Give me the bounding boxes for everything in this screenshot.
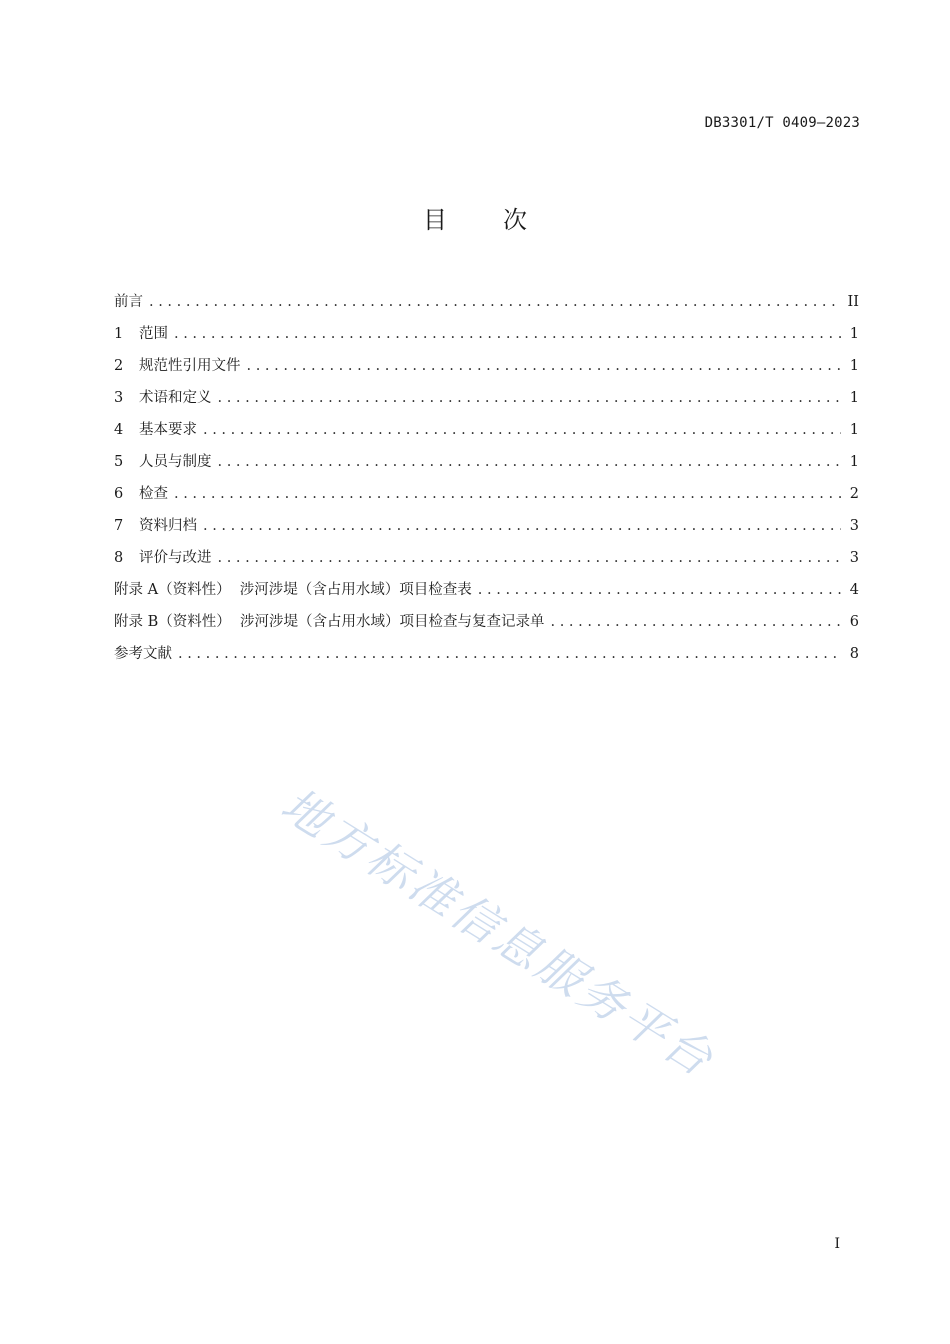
document-code: DB3301/T 0409—2023 <box>704 115 860 131</box>
dot-leader <box>174 318 841 350</box>
dot-leader <box>174 478 841 510</box>
toc-entry-inspection[interactable] <box>114 478 859 510</box>
toc-label: 附录 A（资料性） 涉河涉堤（含占用水域）项目检查表 <box>114 582 472 598</box>
toc-entry-terms-definitions[interactable] <box>114 382 859 414</box>
toc-page-number: 1 <box>849 390 859 406</box>
toc-entry-personnel-system[interactable] <box>114 446 859 478</box>
toc-entry-bibliography[interactable] <box>114 638 859 670</box>
toc-label: 范围 <box>139 326 168 342</box>
toc-page-number: 6 <box>849 614 859 630</box>
dot-leader <box>218 446 842 478</box>
toc-label: 术语和定义 <box>139 390 212 406</box>
toc-entry-evaluation-improvement[interactable] <box>114 542 859 574</box>
toc-page-number: 3 <box>849 518 859 534</box>
toc-label: 基本要求 <box>139 422 197 438</box>
toc-label: 评价与改进 <box>139 550 212 566</box>
toc-number: 7 <box>114 518 124 534</box>
dot-leader <box>203 510 841 542</box>
toc-page-number: 3 <box>849 550 859 566</box>
toc-entry-basic-requirements[interactable] <box>114 414 859 446</box>
toc-label: 人员与制度 <box>139 454 212 470</box>
title-char-1: 目 <box>423 206 447 234</box>
watermark: 地方标准信息服务平台 <box>272 777 725 1088</box>
toc-entry-normative-references[interactable] <box>114 350 859 382</box>
toc-entry-scope[interactable] <box>114 318 859 350</box>
dot-leader <box>203 414 841 446</box>
toc-number: 2 <box>114 358 124 374</box>
dot-leader <box>149 286 841 318</box>
toc-number: 6 <box>114 486 124 502</box>
toc-entry-archiving[interactable] <box>114 510 859 542</box>
toc-page-number: 1 <box>849 422 859 438</box>
toc-page-number: 2 <box>849 486 859 502</box>
toc-entry-preface[interactable] <box>114 286 859 318</box>
dot-leader <box>218 382 842 414</box>
dot-leader <box>247 350 842 382</box>
toc-number: 1 <box>114 326 124 342</box>
toc-page-number: 1 <box>849 454 859 470</box>
toc-page-number: 1 <box>849 358 859 374</box>
toc-label: 附录 B（资料性） 涉河涉堤（含占用水域）项目检查与复查记录单 <box>114 614 545 630</box>
toc-page-number: 1 <box>849 326 859 342</box>
toc-number: 5 <box>114 454 124 470</box>
dot-leader <box>178 638 841 670</box>
page-title <box>0 200 950 235</box>
table-of-contents <box>114 286 859 670</box>
toc-label: 资料归档 <box>139 518 197 534</box>
toc-number: 4 <box>114 422 124 438</box>
dot-leader <box>478 574 841 606</box>
dot-leader <box>218 542 842 574</box>
toc-label: 规范性引用文件 <box>139 358 241 374</box>
toc-label: 检查 <box>139 486 168 502</box>
toc-number: 8 <box>114 550 124 566</box>
toc-label: 参考文献 <box>114 646 172 662</box>
toc-label: 前言 <box>114 294 143 310</box>
title-char-2: 次 <box>503 206 527 234</box>
dot-leader <box>550 606 841 638</box>
page-number: I <box>834 1236 840 1252</box>
toc-number: 3 <box>114 390 124 406</box>
toc-page-number: 4 <box>849 582 859 598</box>
toc-entry-appendix-b[interactable] <box>114 606 859 638</box>
toc-page-number: 8 <box>849 646 859 662</box>
toc-page-number: II <box>847 294 859 310</box>
toc-entry-appendix-a[interactable] <box>114 574 859 606</box>
